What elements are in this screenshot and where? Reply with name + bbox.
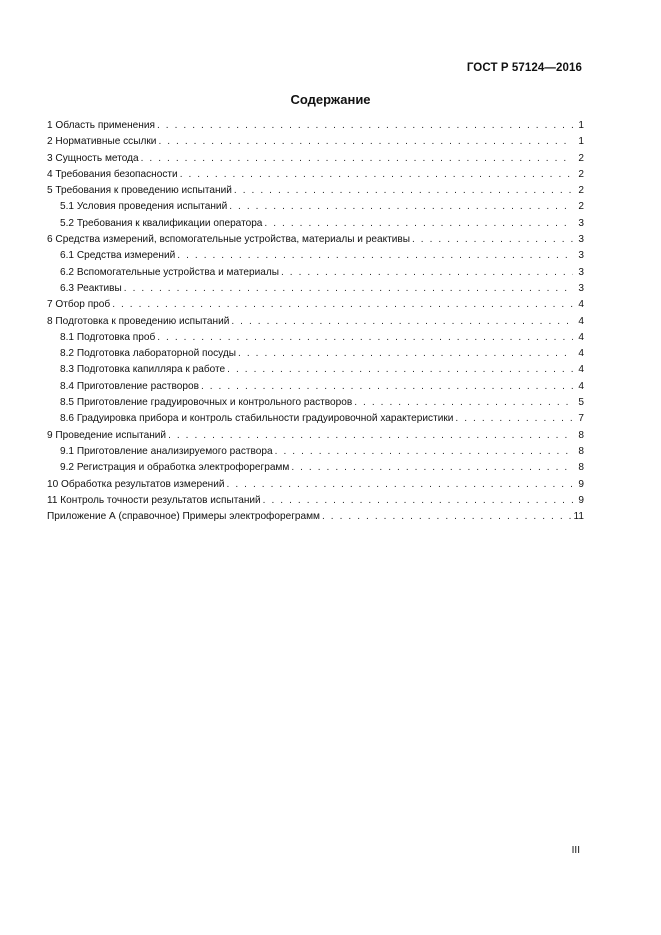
dot-leader xyxy=(275,444,573,460)
dot-leader xyxy=(158,134,573,150)
dot-leader xyxy=(157,330,573,346)
toc-entry-label: 6.2 Вспомогательные устройства и материалы xyxy=(60,266,279,278)
toc-entry-label: 6.3 Реактивы xyxy=(60,282,122,294)
toc-entry-label: 6 Средства измерений, вспомогательные устройства, материалы и реактивы xyxy=(47,234,410,246)
toc-entry[interactable] xyxy=(47,248,584,264)
toc-entry-page: 9 xyxy=(578,478,584,490)
dot-leader xyxy=(412,232,573,248)
toc-entry[interactable] xyxy=(47,118,584,134)
toc-entry-page: 5 xyxy=(578,397,584,409)
toc-entry[interactable] xyxy=(47,199,584,215)
toc-entry[interactable] xyxy=(47,216,584,232)
toc-entry-label: 5 Требования к проведению испытаний xyxy=(47,185,232,197)
toc-entry-label: Приложение А (справочное) Примеры электрофореграмм xyxy=(47,511,320,523)
toc-entry[interactable] xyxy=(47,167,584,183)
toc-entry-page: 4 xyxy=(578,364,584,376)
page-number: III xyxy=(571,845,580,856)
toc-entry-page: 3 xyxy=(578,234,584,246)
toc-entry-page: 3 xyxy=(578,250,584,262)
toc-entry-page: 1 xyxy=(578,120,584,131)
toc-entry-label: 8 Подготовка к проведению испытаний xyxy=(47,315,230,327)
toc-entry-label: 9.2 Регистрация и обработка электрофореграмм xyxy=(60,462,290,474)
toc-entry[interactable] xyxy=(47,281,584,297)
toc-entry-page: 3 xyxy=(578,282,584,294)
dot-leader xyxy=(141,151,573,167)
dot-leader xyxy=(229,199,573,215)
dot-leader xyxy=(227,362,573,378)
dot-leader xyxy=(455,411,573,427)
toc-entry[interactable] xyxy=(47,460,584,476)
dot-leader xyxy=(263,493,573,509)
toc-entry[interactable] xyxy=(47,297,584,313)
toc-entry-label: 5.1 Условия проведения испытаний xyxy=(60,201,228,213)
dot-leader xyxy=(201,379,573,395)
toc-entry-label: 5.2 Требования к квалификации оператора xyxy=(60,217,263,229)
toc-entry-label: 8.2 Подготовка лабораторной посуды xyxy=(60,348,237,360)
toc-entry-page: 11 xyxy=(573,511,584,523)
toc-entry-label: 10 Обработка результатов измерений xyxy=(47,478,225,490)
toc-entry-label: 8.3 Подготовка капилляра к работе xyxy=(60,364,226,376)
toc-entry[interactable] xyxy=(47,232,584,248)
table-of-contents xyxy=(47,118,584,525)
toc-entry-page: 8 xyxy=(578,429,584,441)
dot-leader xyxy=(231,314,573,330)
toc-entry-label: 4 Требования безопасности xyxy=(47,168,178,180)
dot-leader xyxy=(291,460,573,476)
toc-entry-page: 8 xyxy=(578,445,584,457)
toc-entry[interactable] xyxy=(47,362,584,378)
toc-entry-label: 2 Нормативные ссылки xyxy=(47,136,157,148)
toc-entry-page: 3 xyxy=(578,217,584,229)
dot-leader xyxy=(227,477,573,493)
dot-leader xyxy=(354,395,573,411)
toc-entry[interactable] xyxy=(47,493,584,509)
toc-entry[interactable] xyxy=(47,379,584,395)
toc-entry[interactable] xyxy=(47,134,584,150)
toc-entry-page: 8 xyxy=(578,462,584,474)
dot-leader xyxy=(168,428,573,444)
toc-entry[interactable] xyxy=(47,346,584,362)
toc-entry-page: 2 xyxy=(578,152,584,164)
toc-entry-label: 8.1 Подготовка проб xyxy=(60,331,156,343)
toc-entry-page: 2 xyxy=(578,168,584,180)
dot-leader xyxy=(281,265,573,281)
toc-entry-label: 9 Проведение испытаний xyxy=(47,429,167,441)
toc-entry-label: 9.1 Приготовление анализируемого раствора xyxy=(60,445,273,457)
dot-leader xyxy=(157,118,573,134)
toc-entry-label: 1 Область применения xyxy=(47,120,155,131)
toc-entry[interactable] xyxy=(47,151,584,167)
toc-entry-label: 8.5 Приготовление градуировочных и контрольного растворов xyxy=(60,397,353,409)
dot-leader xyxy=(322,509,571,525)
toc-entry[interactable] xyxy=(47,477,584,493)
toc-entry-label: 8.4 Приготовление растворов xyxy=(60,380,199,392)
dot-leader xyxy=(124,281,573,297)
dot-leader xyxy=(177,248,573,264)
toc-entry-page: 4 xyxy=(578,380,584,392)
toc-entry[interactable] xyxy=(47,330,584,346)
toc-entry[interactable] xyxy=(47,183,584,199)
toc-entry-label: 11 Контроль точности результатов испытаний xyxy=(47,494,261,506)
toc-entry-page: 4 xyxy=(578,331,584,343)
toc-entry-label: 7 Отбор проб xyxy=(47,299,111,311)
toc-entry-page: 3 xyxy=(578,266,584,278)
toc-entry-page: 2 xyxy=(578,185,584,197)
toc-entry[interactable] xyxy=(47,428,584,444)
toc-entry-page: 4 xyxy=(578,348,584,360)
toc-entry-page: 7 xyxy=(578,413,584,425)
toc-entry[interactable] xyxy=(47,444,584,460)
dot-leader xyxy=(234,183,573,199)
dot-leader xyxy=(264,216,573,232)
document-code: ГОСТ Р 57124—2016 xyxy=(466,62,582,74)
dot-leader xyxy=(112,297,573,313)
dot-leader xyxy=(180,167,573,183)
toc-entry[interactable] xyxy=(47,509,584,525)
toc-entry[interactable] xyxy=(47,395,584,411)
toc-entry[interactable] xyxy=(47,411,584,427)
toc-entry-page: 1 xyxy=(578,136,584,148)
toc-entry-label: 3 Сущность метода xyxy=(47,152,139,164)
toc-entry-page: 9 xyxy=(578,494,584,506)
toc-entry[interactable] xyxy=(47,314,584,330)
toc-entry-page: 4 xyxy=(578,299,584,311)
toc-entry-label: 8.6 Градуировка прибора и контроль стабильности градуировочной характеристики xyxy=(60,413,454,425)
toc-entry-page: 4 xyxy=(578,315,584,327)
toc-entry-label: 6.1 Средства измерений xyxy=(60,250,176,262)
toc-entry[interactable] xyxy=(47,265,584,281)
toc-title: Содержание xyxy=(290,92,371,107)
dot-leader xyxy=(238,346,573,362)
toc-entry-page: 2 xyxy=(578,201,584,213)
